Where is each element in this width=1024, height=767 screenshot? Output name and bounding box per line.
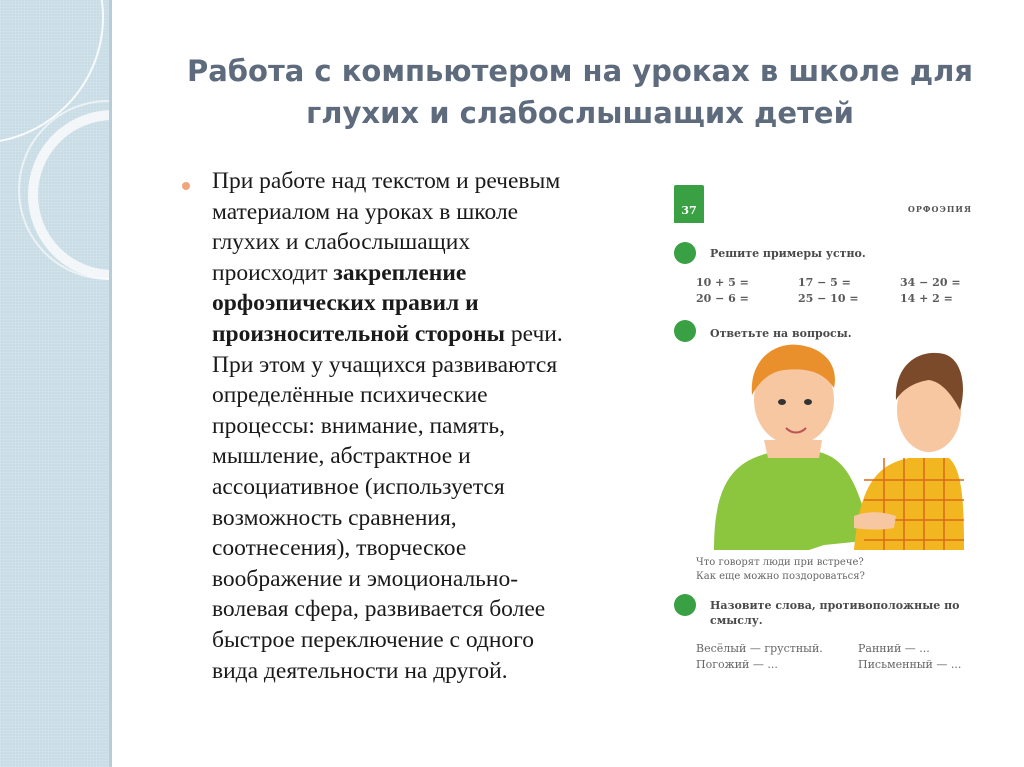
line: речи. [505,320,563,347]
example: 17 − 5 = [798,276,851,289]
line: соотнесения), творческое [212,535,467,562]
section-title: ОРФОЭПИЯ [907,204,972,214]
word-pair: Погожий — ... [696,658,778,671]
two-boys-greeting-illustration [704,340,964,550]
line: материалом на уроках в школе [212,198,519,225]
line: процессы: внимание, память, [212,412,505,439]
example: 20 − 6 = [696,292,749,305]
word-pair: Ранний — ... [858,642,930,655]
line: вида деятельности на другой. [212,657,508,684]
line: волевая сфера, развивается более [212,596,546,623]
line: происходит [212,259,334,286]
example: 14 + 2 = [900,292,953,305]
task1-title: Решите примеры устно. [710,247,866,260]
line: глухих и слабослышащих [212,229,471,256]
example: 34 − 20 = [900,276,961,289]
task-marker-icon [674,320,696,342]
line: При этом у учащихся развиваются [212,351,558,378]
line: мышление, абстрактное и [212,443,471,470]
sidebar-edge [109,0,112,767]
slide-title [140,50,1020,134]
line: быстрое переключение с одного [212,626,534,653]
bold-term: орфоэпических правил и [212,290,479,317]
question: Как еще можно поздороваться? [696,571,865,582]
line: возможность сравнения, [212,504,457,531]
word-pair: Письменный — ... [858,658,962,671]
task3-title: Назовите слова, противоположные по [710,599,960,612]
bullet-icon [182,182,190,190]
task-marker-icon [674,594,696,616]
decorative-sidebar [0,0,112,767]
task2-title: Ответьте на вопросы. [710,327,852,340]
example: 10 + 5 = [696,276,749,289]
task-marker-icon [674,242,696,264]
example: 25 − 10 = [798,292,859,305]
question: Что говорят люди при встрече? [696,557,864,568]
line: воображение и эмоционально- [212,565,519,592]
word-pair: Весёлый — грустный. [696,642,823,655]
line: При работе над текстом и речевым [212,168,561,194]
page-number-tab: 37 [674,185,704,223]
textbook-page-image [664,180,994,680]
line: определённые психические [212,382,488,409]
bold-term: произносительной стороны [212,320,506,347]
bullet-text [212,166,642,686]
line: ассоциативное (используется [212,473,505,500]
task3-title-cont: смыслу. [710,614,763,627]
title-line-2: глухих и слабослышащих детей [306,96,854,130]
title-line-1: Работа с компьютером на уроках в школе для [186,54,974,88]
bold-term: закрепление [333,259,467,286]
